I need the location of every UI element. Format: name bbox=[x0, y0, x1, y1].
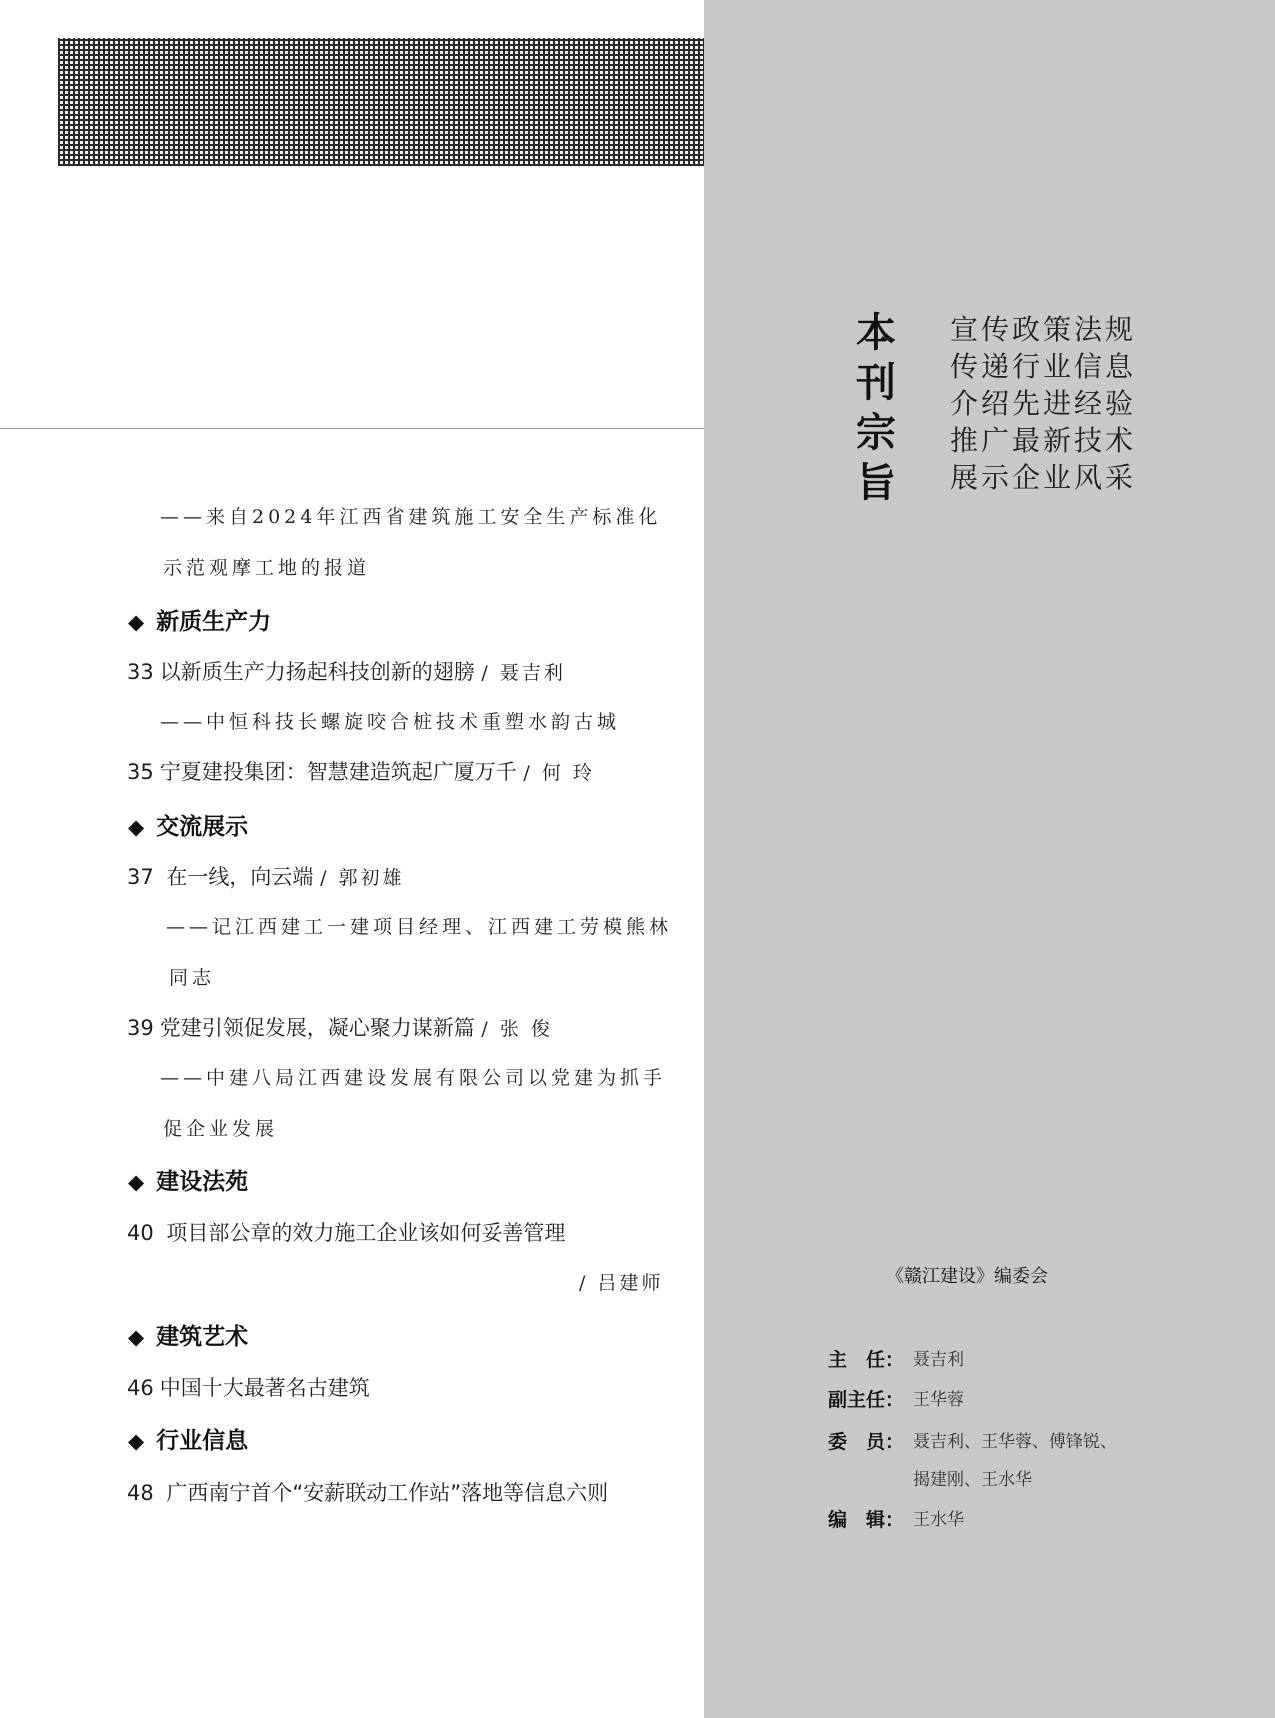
entry-subtitle: ——中恒科技长螺旋咬合桩技术重塑水韵古城 bbox=[160, 711, 621, 733]
diamond-bullet-icon: ◆ bbox=[128, 1170, 145, 1194]
intro-subtitle-line: ——来自2024年江西省建筑施工安全生产标准化 bbox=[160, 506, 662, 528]
section-heading bbox=[128, 808, 248, 841]
section-heading-text: 建设法苑 bbox=[156, 1169, 249, 1195]
entry-title: 党建引领促发展，凝心聚力谋新篇 bbox=[159, 1016, 475, 1040]
section-heading bbox=[128, 1163, 248, 1196]
board-value: 揭建刚、王水华 bbox=[913, 1470, 1032, 1490]
board-label: 主 任： bbox=[828, 1349, 905, 1371]
page-number: 48 bbox=[127, 1481, 154, 1505]
toc-entry-33[interactable] bbox=[127, 656, 566, 686]
entry-title: 宁夏建投集团：智慧建造筑起广厦万千 bbox=[159, 760, 517, 784]
board-label bbox=[828, 1465, 913, 1505]
toc-entry-40[interactable] bbox=[127, 1217, 565, 1247]
page-number: 37 bbox=[127, 865, 154, 889]
section-heading bbox=[128, 1422, 248, 1455]
board-row bbox=[828, 1385, 1117, 1427]
motto-title-char: 旨 bbox=[856, 459, 896, 506]
entry-title: 以新质生产力扬起科技创新的翅膀 bbox=[159, 660, 475, 684]
page-number: 33 bbox=[127, 660, 154, 684]
entry-title: 广西南宁首个“安薪联动工作站”落地等信息六则 bbox=[166, 1481, 609, 1505]
diamond-bullet-icon: ◆ bbox=[128, 1429, 145, 1453]
board-label: 副主任： bbox=[828, 1389, 905, 1411]
board-row bbox=[828, 1465, 1117, 1505]
entry-title: 在一线，向云端 bbox=[166, 865, 314, 889]
section-heading-text: 交流展示 bbox=[156, 814, 249, 840]
entry-title: 中国十大最著名古建筑 bbox=[159, 1376, 370, 1400]
motto-line: 推广最新技术 bbox=[950, 424, 1137, 457]
toc-entry-37[interactable] bbox=[127, 861, 405, 891]
toc-entry-48[interactable] bbox=[127, 1477, 608, 1507]
section-heading bbox=[128, 1318, 248, 1351]
editorial-board-list bbox=[828, 1345, 1117, 1545]
diamond-bullet-icon: ◆ bbox=[128, 815, 145, 839]
toc-entry-35[interactable] bbox=[127, 756, 595, 786]
page-number: 40 bbox=[127, 1221, 154, 1245]
entry-title: 项目部公章的效力施工企业该如何妥善管理 bbox=[166, 1221, 566, 1245]
intro-subtitle-line: 示范观摩工地的报道 bbox=[163, 557, 371, 579]
entry-author: / 聂吉利 bbox=[481, 662, 566, 684]
board-value: 聂吉利、王华蓉、傅锋锐、 bbox=[913, 1432, 1117, 1452]
board-row bbox=[828, 1427, 1117, 1465]
entry-subtitle: 促企业发展 bbox=[163, 1118, 279, 1140]
page-number: 35 bbox=[127, 760, 154, 784]
board-label: 编 辑： bbox=[828, 1509, 905, 1531]
motto-line: 宣传政策法规 bbox=[950, 313, 1137, 346]
diamond-bullet-icon: ◆ bbox=[128, 1325, 145, 1349]
board-row bbox=[828, 1505, 1117, 1545]
motto-line: 传递行业信息 bbox=[950, 350, 1137, 383]
toc-entry-46[interactable] bbox=[127, 1372, 370, 1402]
entry-subtitle: ——中建八局江西建设发展有限公司以党建为抓手 bbox=[160, 1067, 667, 1089]
entry-author: / 郭初雄 bbox=[320, 867, 405, 889]
entry-author: / 何 玲 bbox=[523, 762, 595, 784]
toc-entry-39[interactable] bbox=[127, 1012, 553, 1042]
entry-subtitle: 同志 bbox=[169, 967, 216, 989]
entry-subtitle: ——记江西建工一建项目经理、江西建工劳模熊林 bbox=[166, 916, 673, 938]
board-value: 聂吉利 bbox=[913, 1350, 964, 1370]
editorial-board-title: 《赣江建设》编委会 bbox=[886, 1266, 1048, 1287]
board-row bbox=[828, 1345, 1117, 1385]
board-value: 王水华 bbox=[913, 1510, 964, 1530]
motto-line: 展示企业风采 bbox=[950, 461, 1137, 494]
section-heading bbox=[128, 603, 271, 636]
section-heading-text: 行业信息 bbox=[156, 1428, 249, 1454]
section-heading-text: 建筑艺术 bbox=[156, 1324, 249, 1350]
motto-line: 介绍先进经验 bbox=[950, 387, 1137, 420]
motto-lines bbox=[950, 311, 1136, 496]
diamond-bullet-icon: ◆ bbox=[128, 610, 145, 634]
board-label: 委 员： bbox=[828, 1431, 905, 1453]
section-heading-text: 新质生产力 bbox=[156, 609, 272, 635]
page-number: 46 bbox=[127, 1376, 154, 1400]
motto-title-char: 刊 bbox=[856, 359, 896, 406]
entry-author: / 吕建师 bbox=[579, 1272, 664, 1294]
page-number: 39 bbox=[127, 1016, 154, 1040]
motto-title-char: 宗 bbox=[856, 409, 896, 456]
motto-title bbox=[846, 308, 906, 508]
motto-title-char: 本 bbox=[856, 309, 896, 356]
entry-author: / 张 俊 bbox=[481, 1018, 553, 1040]
board-value: 王华蓉 bbox=[913, 1390, 964, 1410]
